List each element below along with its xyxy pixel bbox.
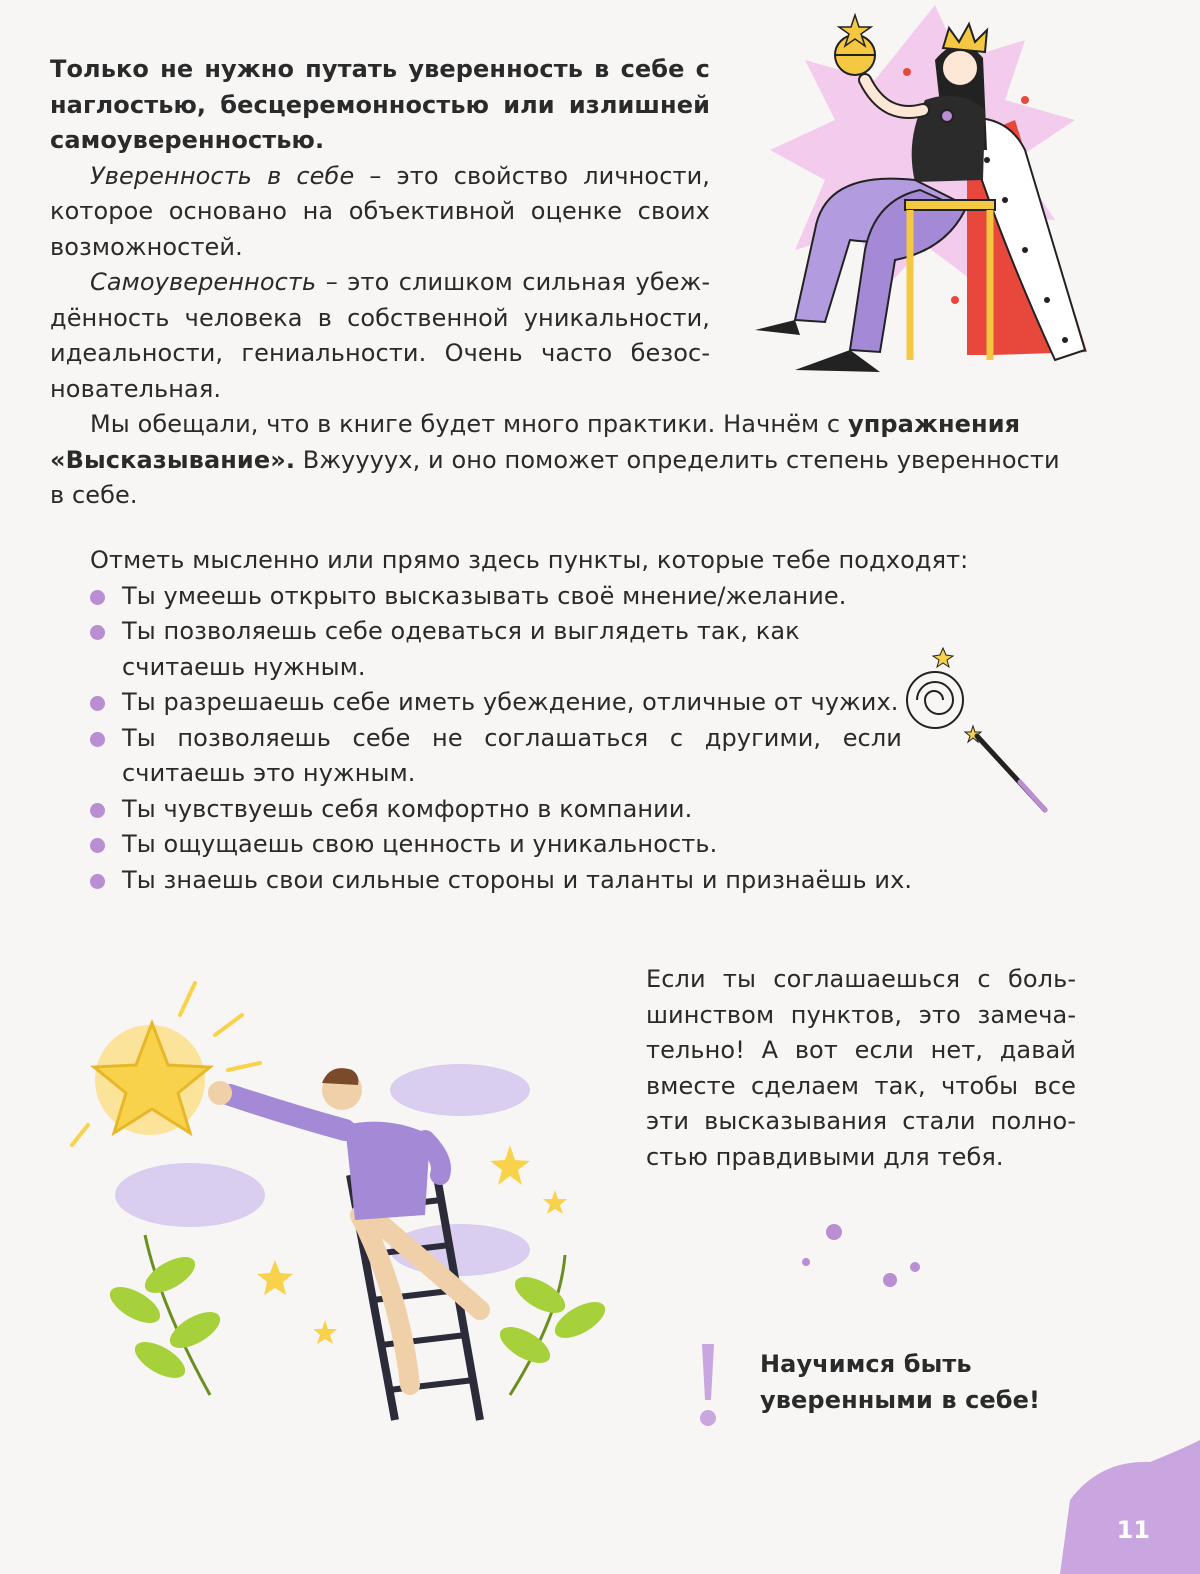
definition-overconfidence <box>50 265 710 407</box>
practice-text-a: Мы обещали, что в книге будет много практики. Начнём с <box>90 410 848 438</box>
bullet-dot <box>90 838 105 853</box>
warning-paragraph: Только не нужно путать уверенность в себе с наглостью, бесцеремонностью или излишней самоуверенностью. <box>50 55 710 154</box>
exercise-name: упражнения «Высказывание». <box>50 410 1021 474</box>
bullet-dot <box>90 696 105 711</box>
practice-paragraph <box>50 407 1080 514</box>
boy-on-ladder-illustration <box>60 975 620 1435</box>
checklist-item[interactable]: Ты ощущаешь свою ценность и уникальность. <box>50 827 1022 863</box>
checklist-item[interactable]: Ты чувствуешь себя комфортно в компании. <box>50 792 1022 828</box>
page-number: 11 <box>1116 1516 1150 1544</box>
outro-paragraph: Если ты соглашаешься с большинством пунктов, это замечательно! А вот если нет, давай вместе сделаем так, чтобы все эти высказывания стали полностью правдивыми для тебя. <box>646 965 1076 1171</box>
definition-confidence <box>50 159 710 266</box>
term-overconfidence: Самоуверенность <box>90 268 317 296</box>
bullet-dot <box>90 803 105 818</box>
term-confidence: Уверенность в себе <box>90 161 355 190</box>
checklist-lead: Отметь мысленно или прямо здесь пункты, которые тебе подходят: <box>90 546 969 574</box>
checklist-item[interactable]: Ты позволяешь себе не соглашаться с другими, если считаешь это нужным. <box>50 721 902 792</box>
bullet-dot <box>90 732 105 747</box>
motto-text: Научимся быть уверенными в себе! <box>760 1350 1041 1414</box>
definition-overconfidence-text: – это слишком сильная убеждённость человека в собственной уникальности, идеальности, гениальности. Очень часто безосновательная. <box>50 268 710 403</box>
checklist-item[interactable]: Ты знаешь свои сильные стороны и таланты и признаёшь их. <box>50 863 1022 899</box>
checklist-section <box>50 543 1080 898</box>
practice-text-b: Вжуууух, и оно поможет определить степень уверенности в себе. <box>50 445 1060 509</box>
intro-section <box>50 52 1060 514</box>
bullet-dot <box>90 625 105 640</box>
checklist-items <box>50 579 1080 899</box>
bullet-dot <box>90 590 105 605</box>
decorative-dots <box>800 1210 920 1300</box>
definition-confidence-text: – это свойство личности, которое основано на объективной оценке своих возможностей. <box>50 161 710 261</box>
exclamation-icon <box>692 1340 724 1430</box>
bullet-dot <box>90 874 105 889</box>
queen-illustration <box>755 0 1100 385</box>
checklist-item[interactable]: Ты умеешь открыто высказывать своё мнение/желание. <box>50 579 1022 615</box>
page-corner-tab <box>1060 1440 1200 1574</box>
checklist-item[interactable]: Ты позволяешь себе одеваться и выглядеть так, как считаешь нужным. <box>50 614 902 685</box>
checklist-item[interactable]: Ты разрешаешь себе иметь убеждение, отличные от чужих. <box>50 685 902 721</box>
